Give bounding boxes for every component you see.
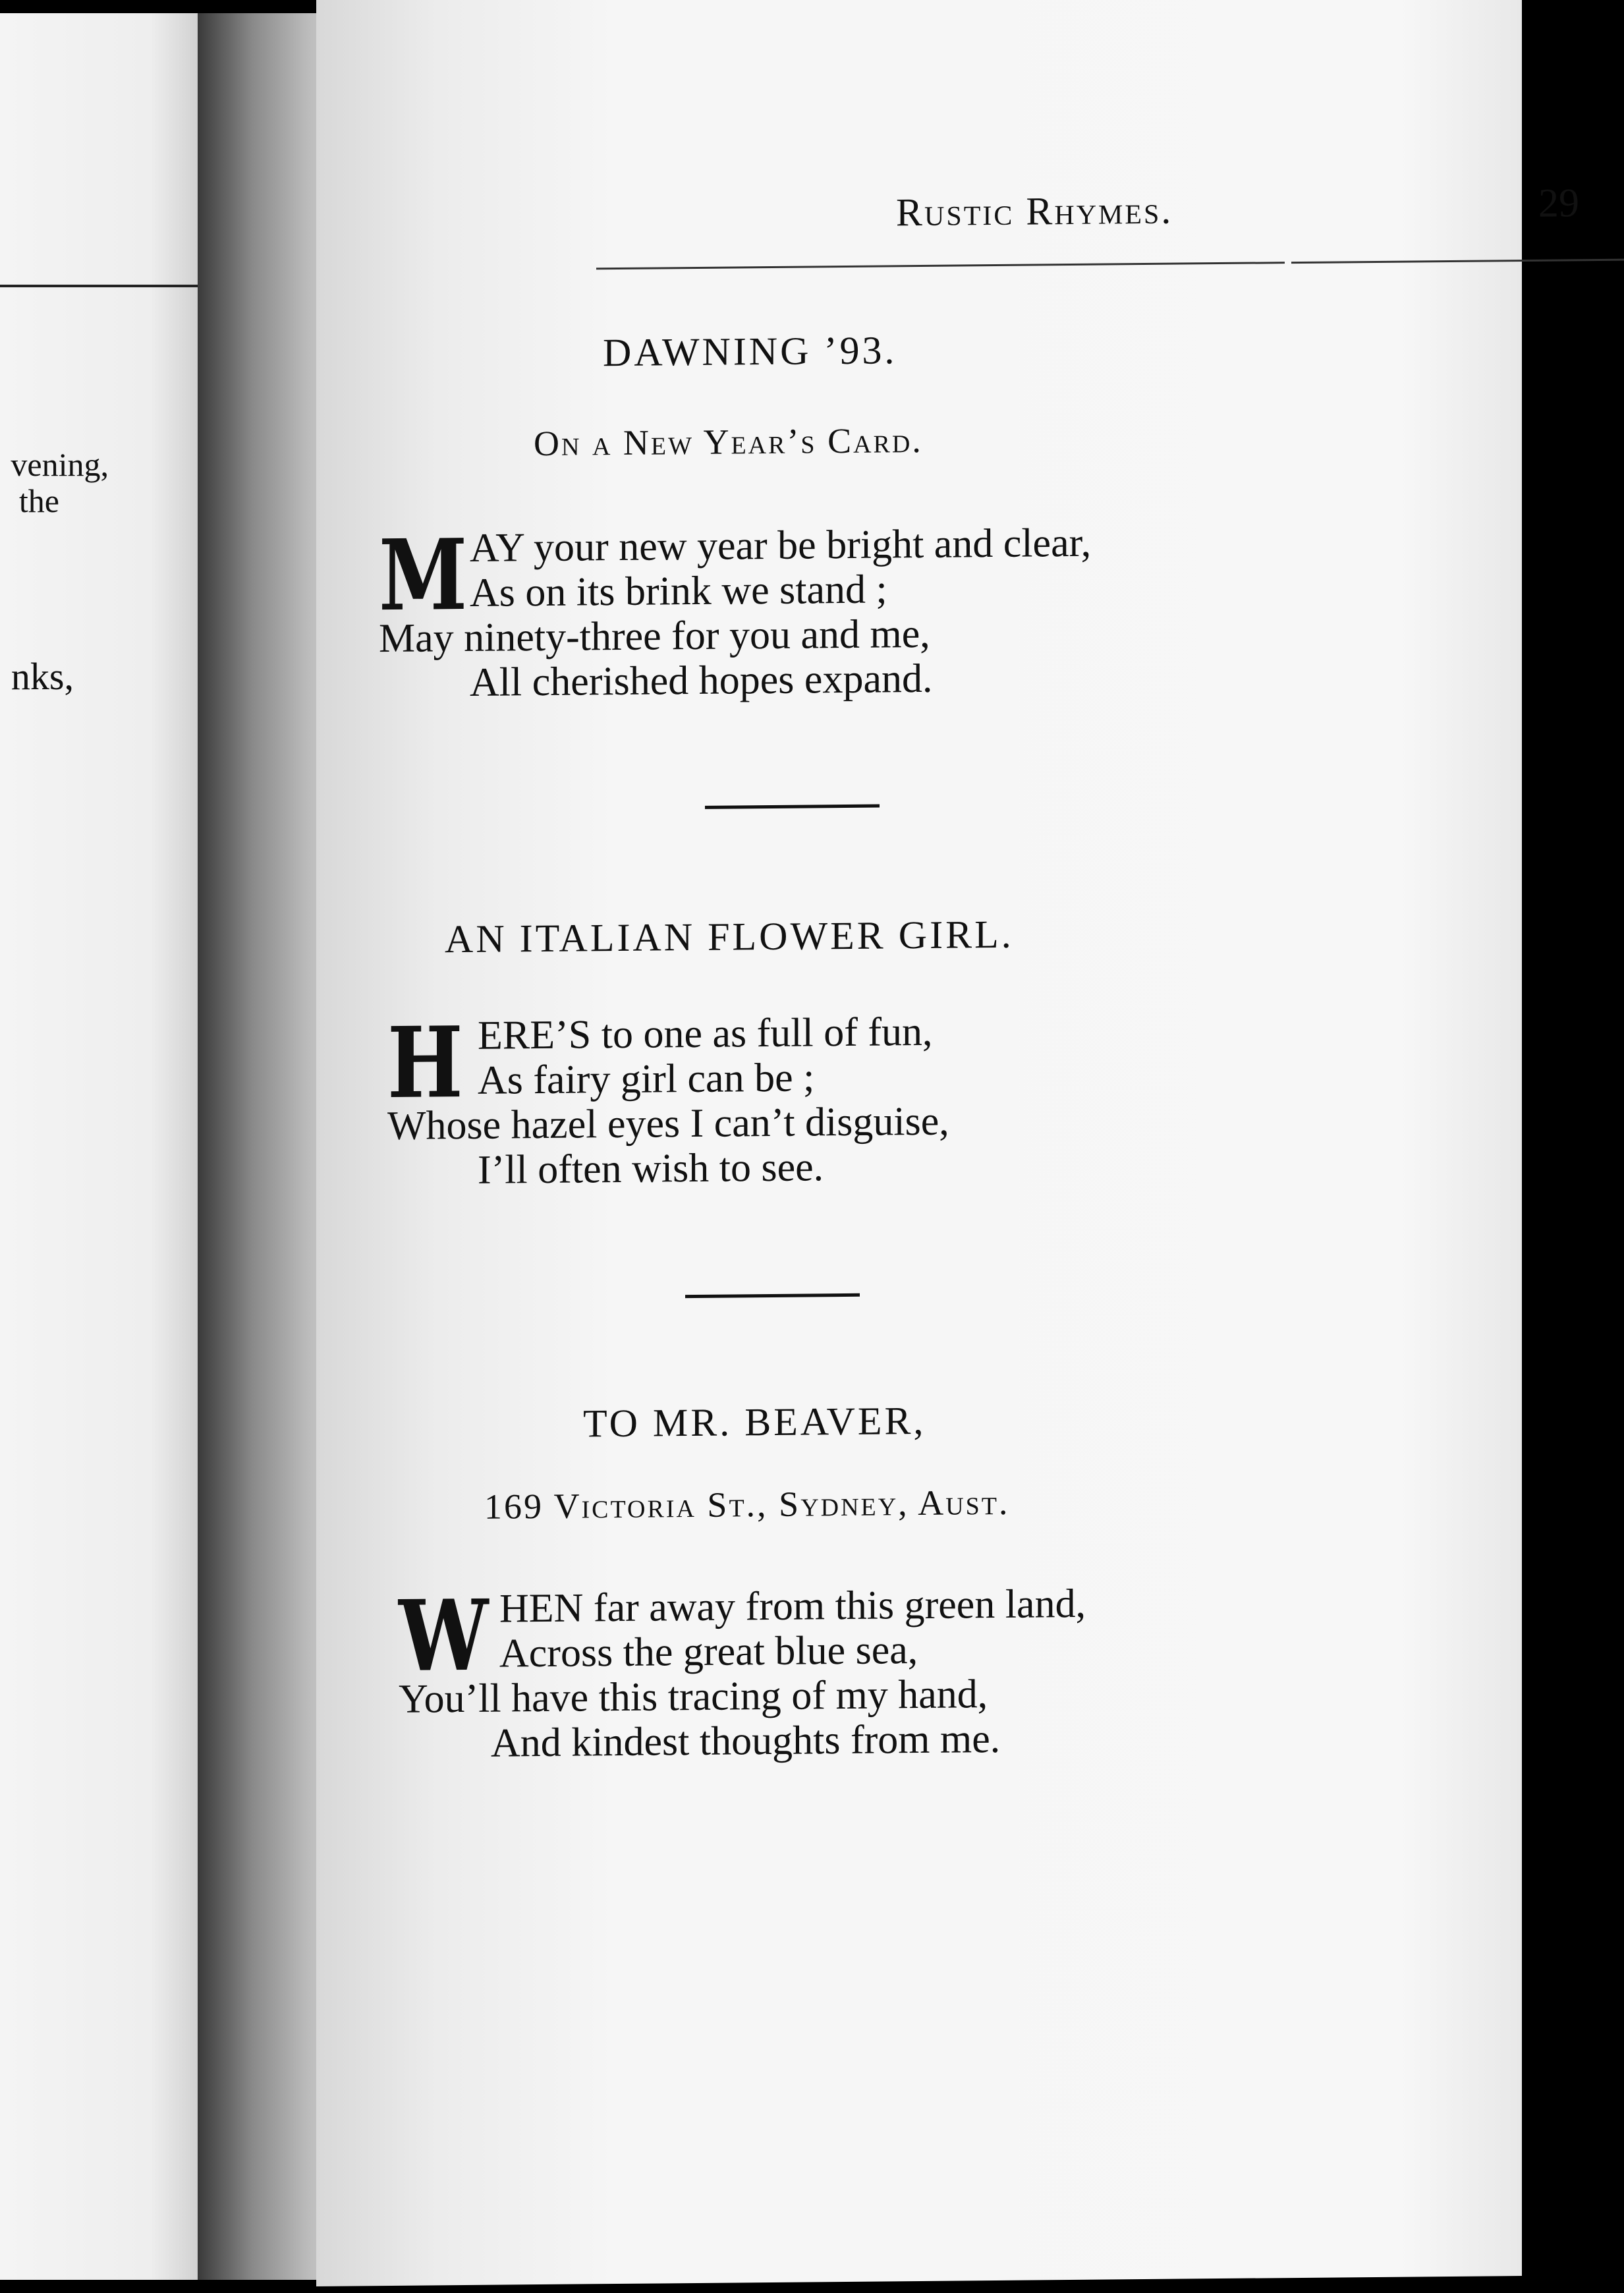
drop-cap: W xyxy=(399,1577,489,1693)
poem-title: AN ITALIAN FLOWER GIRL. xyxy=(445,912,1014,961)
book-page xyxy=(316,0,1579,2286)
page-number: 29 xyxy=(1538,181,1579,226)
verse-line: HEN far away from this green land, xyxy=(499,1581,1086,1631)
verse-line: You’ll have this tracing of my hand, xyxy=(399,1672,988,1722)
drop-cap: H xyxy=(387,1005,463,1121)
poem-subtitle: On a New Year’s Card. xyxy=(534,420,923,464)
poem-title: TO MR. BEAVER, xyxy=(583,1398,926,1446)
previous-page-fragment: the xyxy=(18,482,59,519)
header-rule xyxy=(596,262,1285,269)
verse-line: ERE’S to one as full of fun, xyxy=(478,1009,933,1058)
drop-cap: M xyxy=(379,517,468,633)
verse-line: And kindest thoughts from me. xyxy=(491,1716,1001,1766)
verse-line: Across the great blue sea, xyxy=(499,1628,918,1676)
verse-line: AY your new year be bright and clear, xyxy=(470,520,1092,571)
header-rule xyxy=(1291,259,1624,264)
previous-page-rule xyxy=(0,285,217,287)
verse-line: As on its brink we stand ; xyxy=(470,567,887,615)
poem-subtitle: 169 Victoria St., Sydney, Aust. xyxy=(484,1482,1010,1527)
verse-line: May ninety-three for you and me, xyxy=(379,611,930,662)
running-head: Rustic Rhymes. xyxy=(896,188,1173,235)
section-divider xyxy=(685,1293,860,1298)
verse-line: All cherished hopes expand. xyxy=(470,656,933,705)
verse-line: As fairy girl can be ; xyxy=(478,1055,815,1103)
previous-page-fragment: nks, xyxy=(11,655,74,698)
verse-line: I’ll often wish to see. xyxy=(478,1145,824,1193)
previous-page-fragment: vening, xyxy=(11,446,109,483)
section-divider xyxy=(705,805,880,809)
poem-title: DAWNING ’93. xyxy=(603,328,897,375)
verse-line: Whose hazel eyes I can’t disguise, xyxy=(387,1098,949,1149)
